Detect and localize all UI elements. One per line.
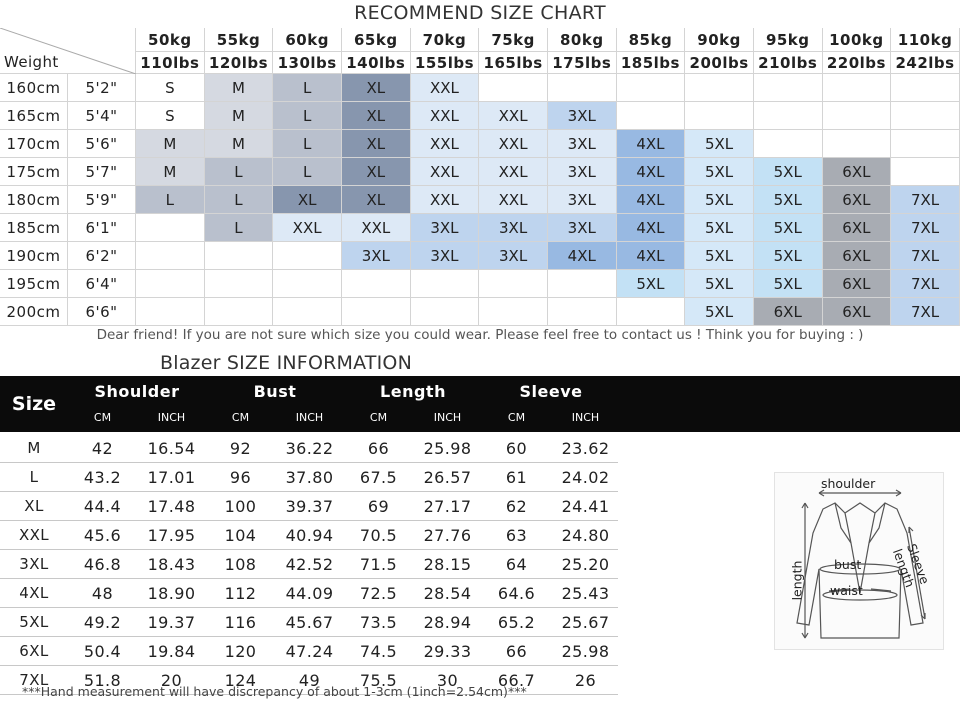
measurement-value: 28.94	[423, 612, 472, 632]
measurement-value: 50.4	[83, 641, 122, 661]
weight-lbs-header: 220lbs	[823, 52, 892, 74]
weight-kg-header: 80kg	[548, 28, 617, 52]
measurement-value: 30	[436, 670, 459, 690]
size-cell: 6XL	[823, 270, 892, 298]
waist-label: waist	[830, 583, 863, 598]
measurement-value: 26	[574, 670, 597, 690]
height-ft: 5'2"	[68, 74, 136, 102]
height-cm: 195cm	[0, 270, 68, 298]
size-cell: 5XL	[685, 214, 754, 242]
measurement-value: 23.62	[561, 438, 610, 458]
size-cell	[754, 74, 823, 102]
height-ft: 6'4"	[68, 270, 136, 298]
size-name: 4XL	[19, 584, 49, 602]
size-cell: 5XL	[754, 214, 823, 242]
measurement-value: 29.33	[423, 641, 472, 661]
size-cell: 4XL	[617, 158, 686, 186]
size-cell: XL	[342, 102, 411, 130]
size-cell	[617, 74, 686, 102]
size-cell: M	[136, 130, 205, 158]
size-cell: 4XL	[617, 186, 686, 214]
weight-kg-header: 85kg	[617, 28, 686, 52]
size-cell: 3XL	[411, 214, 480, 242]
size-cell: 5XL	[685, 242, 754, 270]
unit-inch: INCH	[157, 411, 186, 424]
size-cell: 5XL	[617, 270, 686, 298]
measurement-value: 47.24	[285, 641, 334, 661]
weight-kg-header: 50kg	[136, 28, 205, 52]
table-row	[0, 521, 618, 550]
sleeve-header: Sleeve	[519, 382, 583, 401]
weight-label: Weight	[4, 53, 59, 71]
measurement-value: 49.2	[83, 612, 122, 632]
unit-inch: INCH	[571, 411, 600, 424]
size-cell	[479, 298, 548, 326]
measurement-value: 28.54	[423, 583, 472, 603]
size-cell: 6XL	[823, 242, 892, 270]
size-cell: M	[205, 130, 274, 158]
size-cell	[685, 74, 754, 102]
measurement-value: 62	[505, 496, 528, 516]
weight-kg-header: 75kg	[479, 28, 548, 52]
size-cell: 3XL	[548, 130, 617, 158]
size-cell	[823, 74, 892, 102]
size-cell	[411, 270, 480, 298]
table-corner	[0, 28, 136, 74]
measurement-value: 19.84	[147, 641, 196, 661]
contact-note: Dear friend! If you are not sure which size you could wear. Please feel free to contact us ! Think you for buying : )	[96, 327, 864, 343]
weight-kg-header: 60kg	[273, 28, 342, 52]
size-cell	[273, 270, 342, 298]
measurement-value: 42.52	[285, 554, 334, 574]
size-cell: 5XL	[685, 186, 754, 214]
weight-lbs-header: 110lbs	[136, 52, 205, 74]
size-name: XXL	[18, 526, 50, 544]
length-label: length	[789, 560, 805, 601]
height-ft: 5'9"	[68, 186, 136, 214]
size-cell: 5XL	[754, 186, 823, 214]
measurement-value: 19.37	[147, 612, 196, 632]
size-cell	[823, 102, 892, 130]
size-name: M	[27, 439, 41, 457]
weight-lbs-header: 155lbs	[411, 52, 480, 74]
size-cell	[205, 242, 274, 270]
measurement-value: 16.54	[147, 438, 196, 458]
measurement-value: 20	[160, 670, 183, 690]
measurement-value: 112	[224, 583, 257, 603]
size-cell	[136, 242, 205, 270]
size-name: XL	[24, 497, 44, 515]
size-cell: 7XL	[891, 270, 960, 298]
height-ft: 5'6"	[68, 130, 136, 158]
size-column-label: Size	[11, 393, 57, 415]
unit-cm: CM	[369, 411, 388, 424]
size-cell: L	[136, 186, 205, 214]
size-cell: 3XL	[479, 242, 548, 270]
size-cell: 6XL	[823, 186, 892, 214]
measurement-value: 25.20	[561, 554, 610, 574]
height-ft: 5'4"	[68, 102, 136, 130]
height-ft: 5'7"	[68, 158, 136, 186]
weight-kg-header: 55kg	[205, 28, 274, 52]
size-cell	[342, 270, 411, 298]
measurement-value: 75.5	[359, 670, 398, 690]
table-row	[0, 550, 618, 579]
measurement-value: 24.41	[561, 496, 610, 516]
size-cell: L	[205, 158, 274, 186]
size-cell: 5XL	[685, 298, 754, 326]
size-cell: XXL	[479, 186, 548, 214]
size-cell: L	[205, 214, 274, 242]
blazer-header	[0, 376, 960, 432]
size-cell: XL	[342, 158, 411, 186]
measurement-value: 17.95	[147, 525, 196, 545]
size-cell: XXL	[479, 158, 548, 186]
measurement-value: 64	[505, 554, 528, 574]
size-cell	[136, 298, 205, 326]
size-cell	[891, 130, 960, 158]
measurement-value: 66.7	[497, 670, 536, 690]
measurement-value: 69	[367, 496, 390, 516]
size-cell	[617, 102, 686, 130]
size-cell: 3XL	[411, 242, 480, 270]
size-cell: XXL	[411, 102, 480, 130]
weight-lbs-header: 200lbs	[685, 52, 754, 74]
weight-kg-header: 90kg	[685, 28, 754, 52]
sleeve-length-label: Sleeve length	[889, 541, 933, 590]
measurement-value: 24.80	[561, 525, 610, 545]
size-cell	[205, 298, 274, 326]
measurement-value: 100	[224, 496, 257, 516]
weight-lbs-header: 130lbs	[273, 52, 342, 74]
size-name: 6XL	[19, 642, 49, 660]
size-cell	[548, 74, 617, 102]
table-row	[0, 608, 618, 637]
measurement-value: 74.5	[359, 641, 398, 661]
size-cell: 7XL	[891, 214, 960, 242]
measurement-value: 96	[229, 467, 252, 487]
size-name: 5XL	[19, 613, 49, 631]
height-ft: 6'2"	[68, 242, 136, 270]
size-cell	[754, 102, 823, 130]
measurement-value: 73.5	[359, 612, 398, 632]
size-cell: XXL	[411, 130, 480, 158]
measurement-value: 51.8	[83, 670, 122, 690]
size-cell: 3XL	[548, 186, 617, 214]
size-name: L	[29, 468, 39, 486]
size-cell: 4XL	[617, 130, 686, 158]
measurement-value: 66	[505, 641, 528, 661]
measurement-value: 120	[224, 641, 257, 661]
bust-header: Bust	[253, 382, 297, 401]
size-cell: 5XL	[754, 158, 823, 186]
size-cell: XXL	[411, 186, 480, 214]
blazer-size-table	[0, 434, 618, 695]
measurement-value: 45.67	[285, 612, 334, 632]
weight-kg-header: 95kg	[754, 28, 823, 52]
height-cm: 200cm	[0, 298, 68, 326]
height-cm: 175cm	[0, 158, 68, 186]
size-cell: 3XL	[342, 242, 411, 270]
measurement-value: 25.98	[423, 438, 472, 458]
measurement-value: 70.5	[359, 525, 398, 545]
measurement-value: 17.48	[147, 496, 196, 516]
unit-cm: CM	[507, 411, 526, 424]
size-cell: M	[205, 102, 274, 130]
size-cell: 3XL	[479, 214, 548, 242]
size-cell	[891, 102, 960, 130]
size-cell	[823, 130, 892, 158]
size-cell: XL	[342, 130, 411, 158]
weight-kg-header: 70kg	[411, 28, 480, 52]
weight-lbs-header: 185lbs	[617, 52, 686, 74]
size-cell: 4XL	[548, 242, 617, 270]
size-cell	[754, 130, 823, 158]
weight-kg-header: 65kg	[342, 28, 411, 52]
table-row	[0, 434, 618, 463]
measurement-value: 124	[224, 670, 257, 690]
size-cell: XXL	[411, 158, 480, 186]
size-cell: 5XL	[754, 242, 823, 270]
shoulder-header: Shoulder	[94, 382, 180, 401]
size-cell: 7XL	[891, 242, 960, 270]
measurement-value: 61	[505, 467, 528, 487]
weight-lbs-header: 120lbs	[205, 52, 274, 74]
measurement-value: 45.6	[83, 525, 122, 545]
measurement-value: 39.37	[285, 496, 334, 516]
size-cell	[136, 214, 205, 242]
height-cm: 180cm	[0, 186, 68, 214]
measurement-value: 27.76	[423, 525, 472, 545]
height-cm: 185cm	[0, 214, 68, 242]
measurement-value: 72.5	[359, 583, 398, 603]
weight-kg-header: 110kg	[891, 28, 960, 52]
measurement-value: 40.94	[285, 525, 334, 545]
measurement-value: 17.01	[147, 467, 196, 487]
measurement-value: 63	[505, 525, 528, 545]
size-cell: 3XL	[548, 102, 617, 130]
measurement-value: 67.5	[359, 467, 398, 487]
size-cell: 7XL	[891, 298, 960, 326]
measurement-value: 42	[91, 438, 114, 458]
measurement-value: 24.02	[561, 467, 610, 487]
size-cell	[342, 298, 411, 326]
measurement-value: 44.4	[83, 496, 122, 516]
size-name: 3XL	[19, 555, 49, 573]
table-row	[0, 579, 618, 608]
measurement-value: 49	[298, 670, 321, 690]
measurement-value: 25.67	[561, 612, 610, 632]
table-row	[0, 637, 618, 666]
weight-lbs-header: 175lbs	[548, 52, 617, 74]
measurement-value: 66	[367, 438, 390, 458]
size-cell	[136, 270, 205, 298]
height-cm: 170cm	[0, 130, 68, 158]
size-cell: XXL	[479, 102, 548, 130]
measurement-value: 25.43	[561, 583, 610, 603]
size-cell: XXL	[342, 214, 411, 242]
size-cell: 4XL	[617, 242, 686, 270]
height-cm: 160cm	[0, 74, 68, 102]
size-cell	[479, 74, 548, 102]
size-cell: M	[205, 74, 274, 102]
size-cell: 5XL	[685, 270, 754, 298]
table-row	[0, 463, 618, 492]
shoulder-label: shoulder	[821, 476, 876, 491]
measurement-value: 18.43	[147, 554, 196, 574]
size-cell: 5XL	[754, 270, 823, 298]
size-cell: 7XL	[891, 186, 960, 214]
size-cell: XL	[342, 186, 411, 214]
recommend-title: RECOMMEND SIZE CHART	[354, 2, 606, 24]
unit-inch: INCH	[295, 411, 324, 424]
measurement-value: 92	[229, 438, 252, 458]
size-cell: XL	[273, 186, 342, 214]
length-header: Length	[380, 382, 446, 401]
measurement-value: 104	[224, 525, 257, 545]
recommend-size-table	[0, 28, 960, 326]
measurement-value: 60	[505, 438, 528, 458]
measurement-value: 65.2	[497, 612, 536, 632]
size-cell: 3XL	[548, 158, 617, 186]
size-cell: S	[136, 74, 205, 102]
size-cell	[548, 270, 617, 298]
size-cell	[479, 270, 548, 298]
size-cell: L	[273, 74, 342, 102]
size-cell: L	[273, 158, 342, 186]
measurement-value: 44.09	[285, 583, 334, 603]
size-cell: S	[136, 102, 205, 130]
size-name: 7XL	[19, 671, 49, 689]
size-cell: 6XL	[823, 214, 892, 242]
measurement-value: 28.15	[423, 554, 472, 574]
weight-lbs-header: 165lbs	[479, 52, 548, 74]
size-cell: 5XL	[685, 158, 754, 186]
measurement-value: 116	[224, 612, 257, 632]
size-cell	[205, 270, 274, 298]
measurement-footnote: ***Hand measurement will have discrepancy of about 1-3cm (1inch=2.54cm)***	[22, 684, 527, 699]
size-cell: L	[273, 102, 342, 130]
size-cell	[685, 102, 754, 130]
size-cell: M	[136, 158, 205, 186]
size-cell: 6XL	[823, 158, 892, 186]
height-cm: 165cm	[0, 102, 68, 130]
measurement-value: 43.2	[83, 467, 122, 487]
weight-lbs-header: 210lbs	[754, 52, 823, 74]
size-cell	[273, 298, 342, 326]
measurement-value: 48	[91, 583, 114, 603]
measurement-value: 64.6	[497, 583, 536, 603]
unit-cm: CM	[231, 411, 250, 424]
measurement-value: 25.98	[561, 641, 610, 661]
weight-lbs-header: 140lbs	[342, 52, 411, 74]
size-cell: 3XL	[548, 214, 617, 242]
size-cell: XXL	[411, 74, 480, 102]
height-ft: 6'1"	[68, 214, 136, 242]
measurement-value: 108	[224, 554, 257, 574]
measurement-value: 71.5	[359, 554, 398, 574]
bust-label: bust	[834, 557, 862, 572]
blazer-title: Blazer SIZE INFORMATION	[160, 352, 412, 374]
height-cm: 190cm	[0, 242, 68, 270]
jacket-measurement-diagram	[774, 472, 944, 650]
height-ft: 6'6"	[68, 298, 136, 326]
size-cell: L	[205, 186, 274, 214]
table-row	[0, 492, 618, 521]
size-cell: 6XL	[823, 298, 892, 326]
size-cell	[891, 74, 960, 102]
size-cell: XXL	[273, 214, 342, 242]
unit-inch: INCH	[433, 411, 462, 424]
measurement-value: 26.57	[423, 467, 472, 487]
weight-kg-header: 100kg	[823, 28, 892, 52]
size-cell	[891, 158, 960, 186]
size-cell: 4XL	[617, 214, 686, 242]
size-cell	[273, 242, 342, 270]
measurement-value: 18.90	[147, 583, 196, 603]
size-cell: 6XL	[754, 298, 823, 326]
measurement-value: 37.80	[285, 467, 334, 487]
size-cell	[617, 298, 686, 326]
size-cell	[548, 298, 617, 326]
size-cell	[411, 298, 480, 326]
size-cell: XXL	[479, 130, 548, 158]
weight-lbs-header: 242lbs	[891, 52, 960, 74]
measurement-value: 36.22	[285, 438, 334, 458]
size-cell: XL	[342, 74, 411, 102]
measurement-value: 46.8	[83, 554, 122, 574]
size-cell: L	[273, 130, 342, 158]
unit-cm: CM	[93, 411, 112, 424]
size-cell: 5XL	[685, 130, 754, 158]
measurement-value: 27.17	[423, 496, 472, 516]
